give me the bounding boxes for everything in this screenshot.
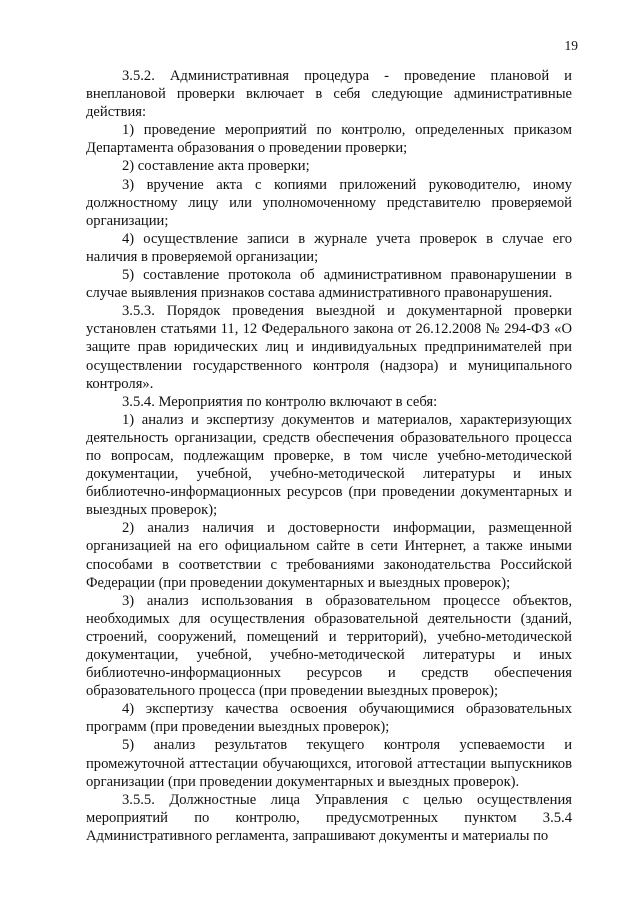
- paragraph-3-5-4: 3.5.4. Мероприятия по контролю включают в себя:: [122, 393, 438, 410]
- paragraph-control-item-3: 3) анализ использования в образовательном процессе объектов, необходимых для осуществления образовательной деятельности (зданий, строений, сооружений, помещений и территорий), учебно-методической документации, учебной, учебно-методической литературы и иных библиотечно-информационных ресурсов и средств обеспечения образовательного процесса (при проведении выездных проверок);: [86, 592, 572, 700]
- paragraph-3-5-3: 3.5.3. Порядок проведения выездной и документарной проверки установлен статьями 11, 12 Федерального закона от 26.12.2008 № 294-ФЗ «О защите прав юридических лиц и индивидуальных предпринимателей при осуществлении государственного контроля (надзора) и муниципального контроля».: [86, 303, 572, 392]
- paragraph-item-2: 2) составление акта проверки;: [122, 158, 310, 175]
- paragraph-item-5: 5) составление протокола об административном правонарушении в случае выявления признаков состава административного правонарушения.: [86, 267, 572, 302]
- page-number: 19: [564, 38, 578, 53]
- paragraph-item-4: 4) осуществление записи в журнале учета проверок в случае его наличия в проверяемой организации;: [86, 230, 572, 265]
- paragraph-item-3: 3) вручение акта с копиями приложений руководителю, иному должностному лицу или уполномоченному представителю проверяемой организации;: [86, 176, 572, 229]
- paragraph-control-item-1: 1) анализ и экспертизу документов и материалов, характеризующих деятельность организации, средств обеспечения образовательного процесса по вопросам, подлежащим проверке, в том числе учебно-методической документации, учебной, учебно-методической литературы и иных библиотечно-информационных ресурсов (при проведении документарных и выездных проверок);: [86, 411, 572, 519]
- paragraph-control-item-4: 4) экспертизу качества освоения обучающимися образовательных программ (при проведении выездных проверок);: [86, 701, 572, 736]
- paragraph-control-item-2: 2) анализ наличия и достоверности информации, размещенной организацией на его официальном сайте в сети Интернет, а также иными способами в соответствии с требованиями законодательства Российской Федерации (при проведении документарных и выездных проверок);: [86, 520, 572, 591]
- paragraph-control-item-5: 5) анализ результатов текущего контроля успеваемости и промежуточной аттестации обучающихся, итоговой аттестации выпускников организации (при проведении документарных и выездных проверок).: [86, 737, 572, 790]
- paragraph-3-5-2: 3.5.2. Административная процедура - проведение плановой и внеплановой проверки включает в себя следующие административные действия:: [86, 68, 572, 121]
- paragraph-item-1: 1) проведение мероприятий по контролю, определенных приказом Департамента образования о проведении проверки;: [86, 122, 572, 157]
- paragraph-3-5-5: 3.5.5. Должностные лица Управления с целью осуществления мероприятий по контролю, предусмотренных пунктом 3.5.4 Административного регламента, запрашивают документы и материалы по: [86, 791, 572, 844]
- document-body: [86, 67, 572, 845]
